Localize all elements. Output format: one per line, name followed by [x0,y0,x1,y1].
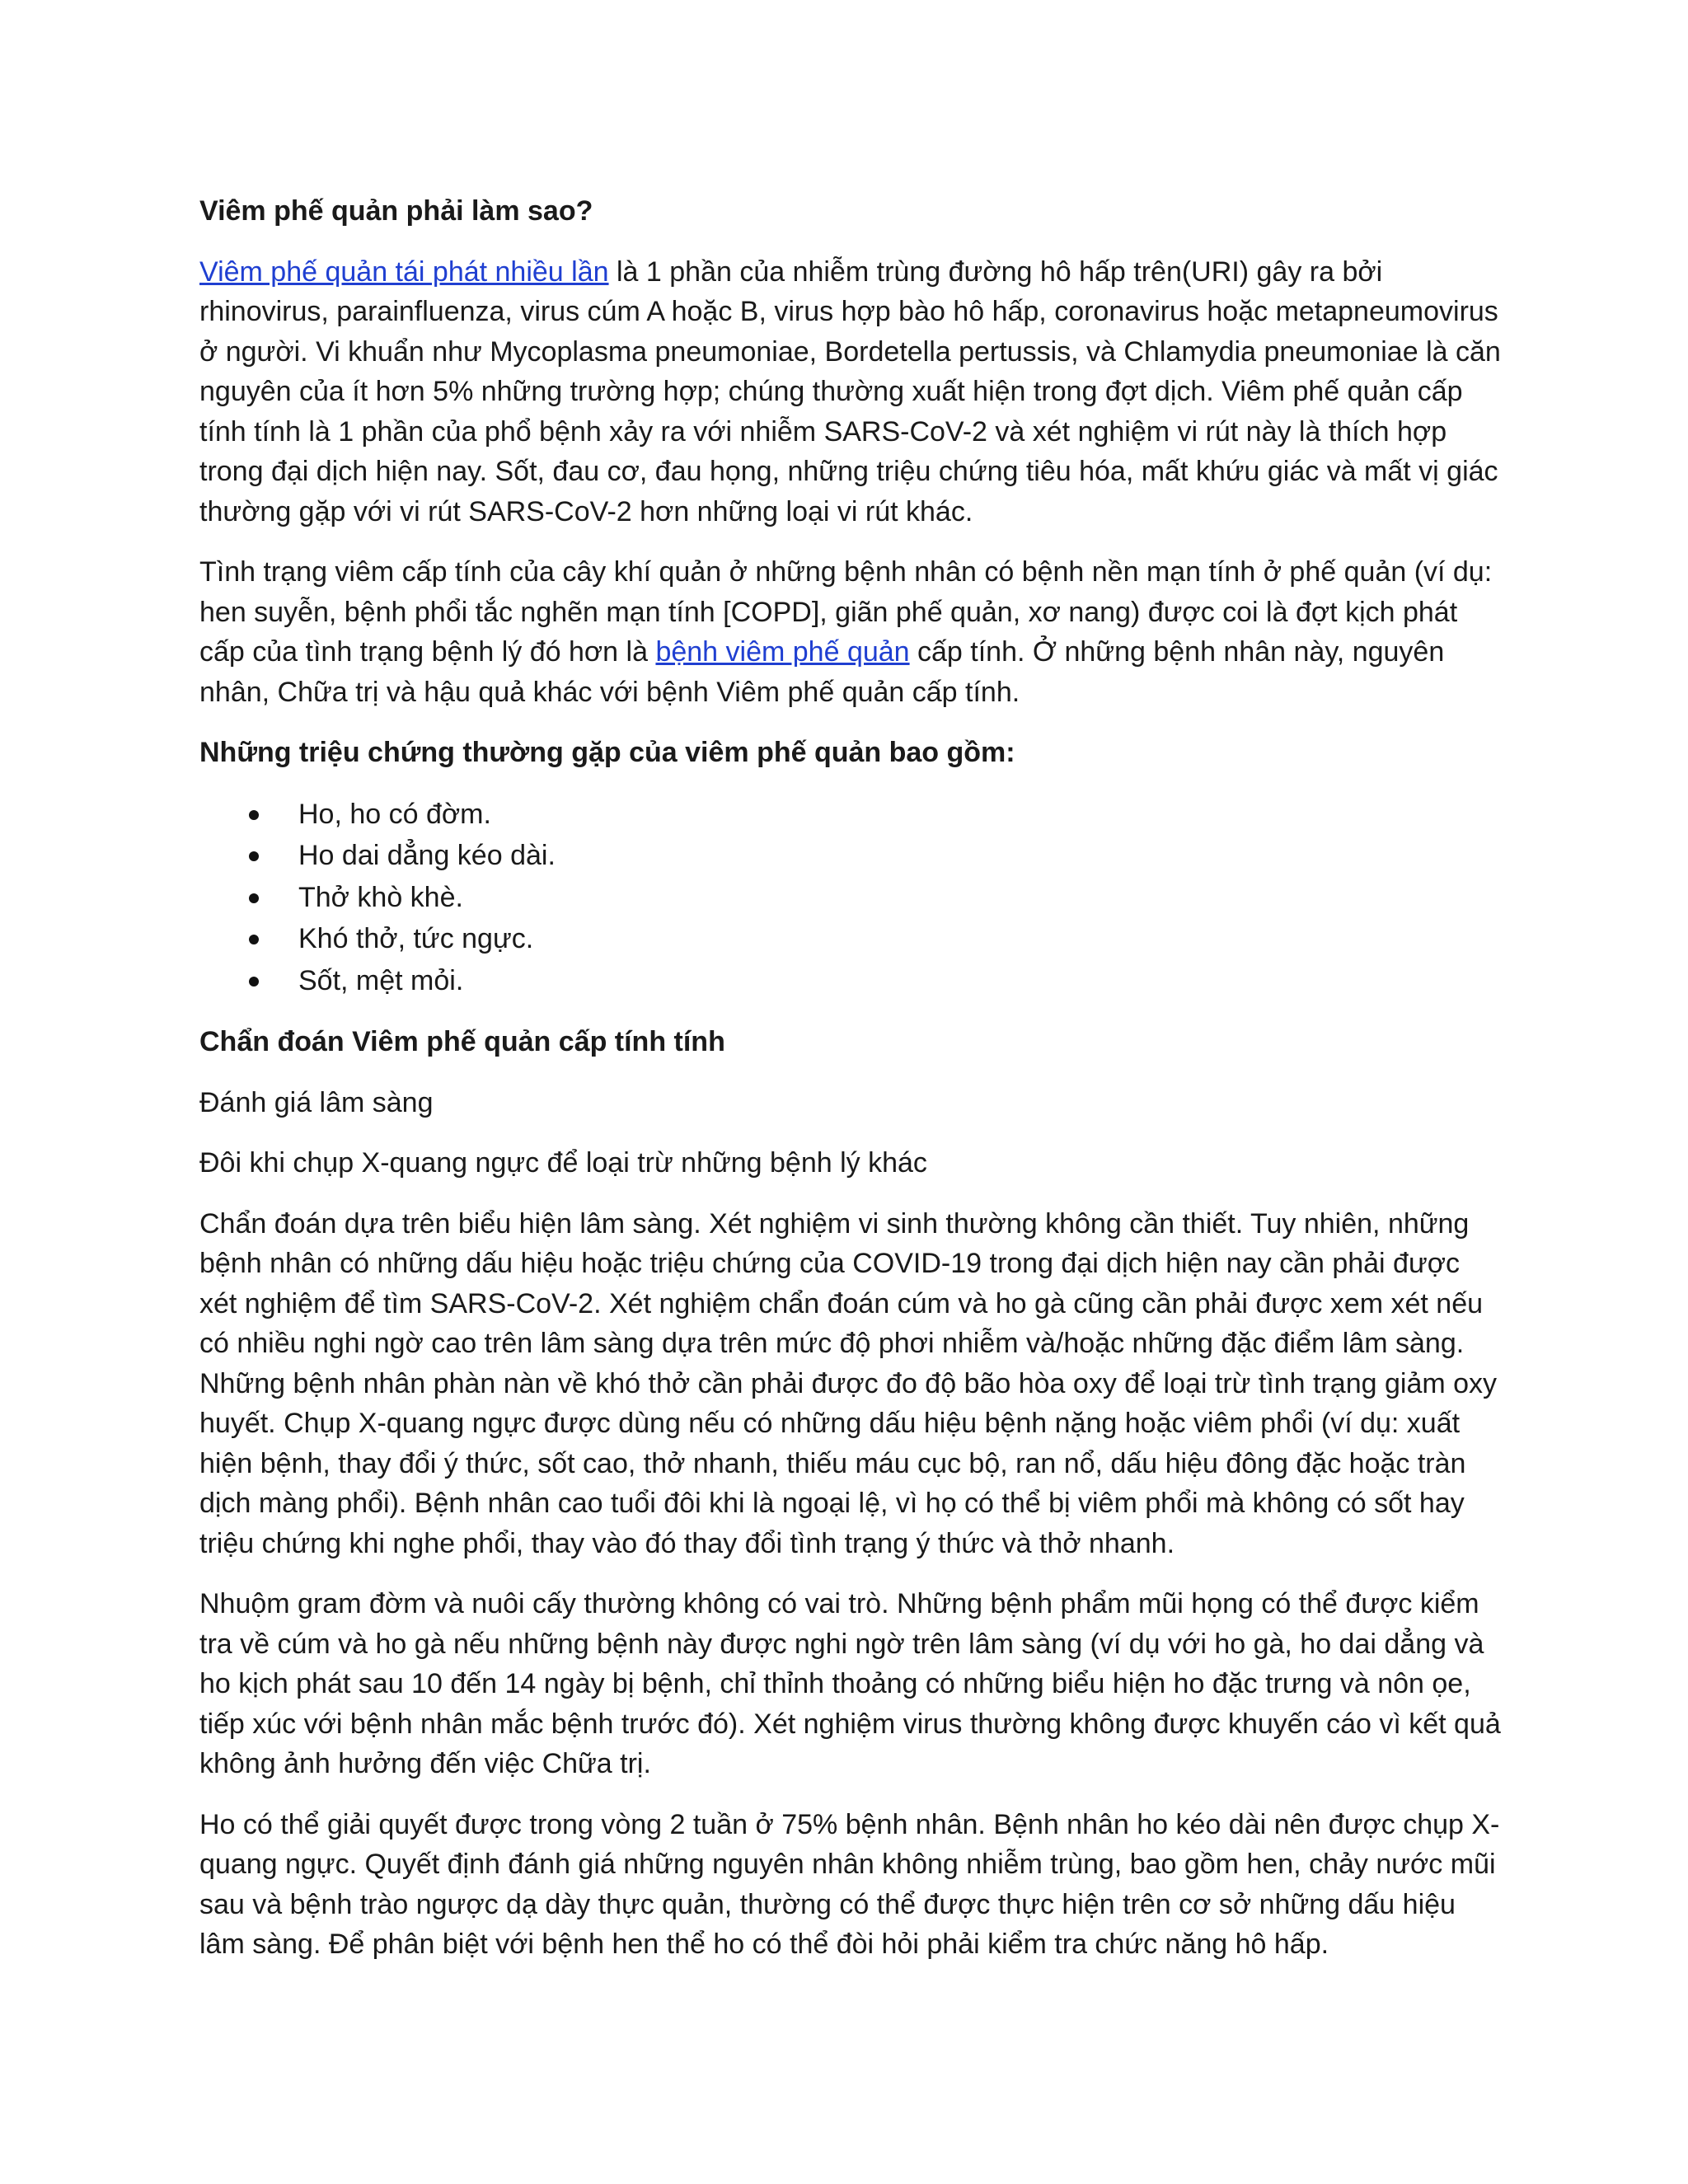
paragraph-sputum-testing: Nhuộm gram đờm và nuôi cấy thường không có vai trò. Những bệnh phẩm mũi họng có thể được kiểm tra về cúm và ho gà nếu những bệnh này được nghi ngờ trên lâm sàng (ví dụ với ho gà, ho dai dẳng và ho kịch phát sau 10 đến 14 ngày bị bệnh, chỉ thỉnh thoảng có những biểu hiện ho đặc trưng và nôn ọe, tiếp xúc với bệnh nhân mắc bệnh trước đó). Xét nghiệm virus thường không được khuyến cáo vì kết quả không ảnh hưởng đến việc Chữa trị. [199,1588,1501,1779]
paragraph-chronic-disease [199,552,1502,712]
list-item [199,960,1502,1002]
document-page [199,191,1502,1985]
heading-diagnosis: Chẩn đoán Viêm phế quản cấp tính tính [199,1026,725,1057]
paragraph-clinical-assessment: Đánh giá lâm sàng [199,1086,434,1118]
paragraph-cough-resolution: Ho có thể giải quyết được trong vòng 2 tuần ở 75% bệnh nhân. Bệnh nhân ho kéo dài nên được chụp X-quang ngực. Quyết định đánh giá những nguyên nhân không nhiễm trùng, bao gồm hen, chảy nước mũi sau và bệnh trào ngược dạ dày thực quản, thường có thể được thực hiện trên cơ sở những dấu hiệu lâm sàng. Để phân biệt với bệnh hen thể ho có thể đòi hỏi phải kiểm tra chức năng hô hấp. [199,1808,1500,1960]
paragraph-diagnosis-detail: Chẩn đoán dựa trên biểu hiện lâm sàng. Xét nghiệm vi sinh thường không cần thiết. Tuy nhiên, những bệnh nhân có những dấu hiệu hoặc triệu chứng của COVID-19 trong đại dịch hiện nay cần phải được xét nghiệm để tìm SARS-CoV-2. Xét nghiệm chẩn đoán cúm và ho gà cũng cần phải được xem xét nếu có nhiều nghi ngờ cao trên lâm sàng dựa trên mức độ phơi nhiễm và/hoặc những đặc điểm lâm sàng. Những bệnh nhân phàn nàn về khó thở cần phải được đo độ bão hòa oxy để loại trừ tình trạng giảm oxy huyết. Chụp X-quang ngực được dùng nếu có những dấu hiệu bệnh nặng hoặc viêm phổi (ví dụ: xuất hiện bệnh, thay đổi ý thức, sốt cao, thở nhanh, thiếu máu cục bộ, ran nổ, dấu hiệu đông đặc hoặc tràn dịch màng phổi). Bệnh nhân cao tuổi đôi khi là ngoại lệ, vì họ có thể bị viêm phổi mà không có sốt hay triệu chứng khi nghe phổi, thay vào đó thay đổi tình trạng ý thức và thở nhanh. [199,1207,1498,1559]
list-item [199,794,1502,836]
paragraph-intro-text: là 1 phần của nhiễm trùng đường hô hấp trên(URI) gây ra bởi rhinovirus, parainfluenza, virus cúm A hoặc B, virus hợp bào hô hấp, coronavirus hoặc metapneumovirus ở người. Vi khuẩn như Mycoplasma pneumoniae, Bordetella pertussis, và Chlamydia pneumoniae là căn nguyên của ít hơn 5% những trường hợp; chúng thường xuất hiện trong đợt dịch. Viêm phế quản cấp tính tính là 1 phần của phổ bệnh xảy ra với nhiễm SARS-CoV-2 và xét nghiệm vi rút này là thích hợp trong đại dịch hiện nay. Sốt, đau cơ, đau họng, những triệu chứng tiêu hóa, mất khứu giác và mất vị giác thường gặp với vi rút SARS-CoV-2 hơn những loại vi rút khác. [199,255,1501,527]
heading-how-to-treat: Viêm phế quản phải làm sao? [199,195,593,227]
list-item [199,918,1502,960]
bullet-icon [249,977,259,987]
bullet-icon [249,935,259,944]
list-item-text: Sốt, mệt mỏi. [298,964,464,996]
list-item [199,835,1502,877]
list-item-text: Thở khò khè. [298,881,463,913]
paragraph-intro [199,252,1502,532]
paragraph-xray-note: Đôi khi chụp X-quang ngực để loại trừ những bệnh lý khác [199,1147,927,1179]
paragraph-chronic-text-before: Tình trạng viêm cấp tính của cây khí quản ở những bệnh nhân có bệnh nền mạn tính ở phế quản (ví dụ: hen suyễn, bệnh phổi tắc nghẽn mạn tính [COPD], giãn phế quản, xơ nang) được coi là đợt kịch phát cấp của tình trạng bệnh lý đó hơn là [199,556,1493,668]
symptom-list [199,794,1502,1002]
list-item [199,877,1502,919]
list-item-text: Khó thở, tức ngực. [298,923,534,954]
list-item-text: Ho dai dẳng kéo dài. [298,840,556,871]
heading-symptoms: Những triệu chứng thường gặp của viêm phế quản bao gồm: [199,737,1015,768]
bullet-icon [249,810,259,820]
list-item-text: Ho, ho có đờm. [298,798,491,830]
paragraph-chronic-text-after: cấp tính. Ở những bệnh nhân này, nguyên nhân, Chữa trị và hậu quả khác với bệnh Viêm phế quản cấp tính. [199,636,1445,708]
link-bronchitis[interactable]: bệnh viêm phế quản [655,636,910,668]
link-recurrent-bronchitis[interactable]: Viêm phế quản tái phát nhiều lần [199,255,609,288]
bullet-icon [249,851,259,861]
bullet-icon [249,893,259,903]
